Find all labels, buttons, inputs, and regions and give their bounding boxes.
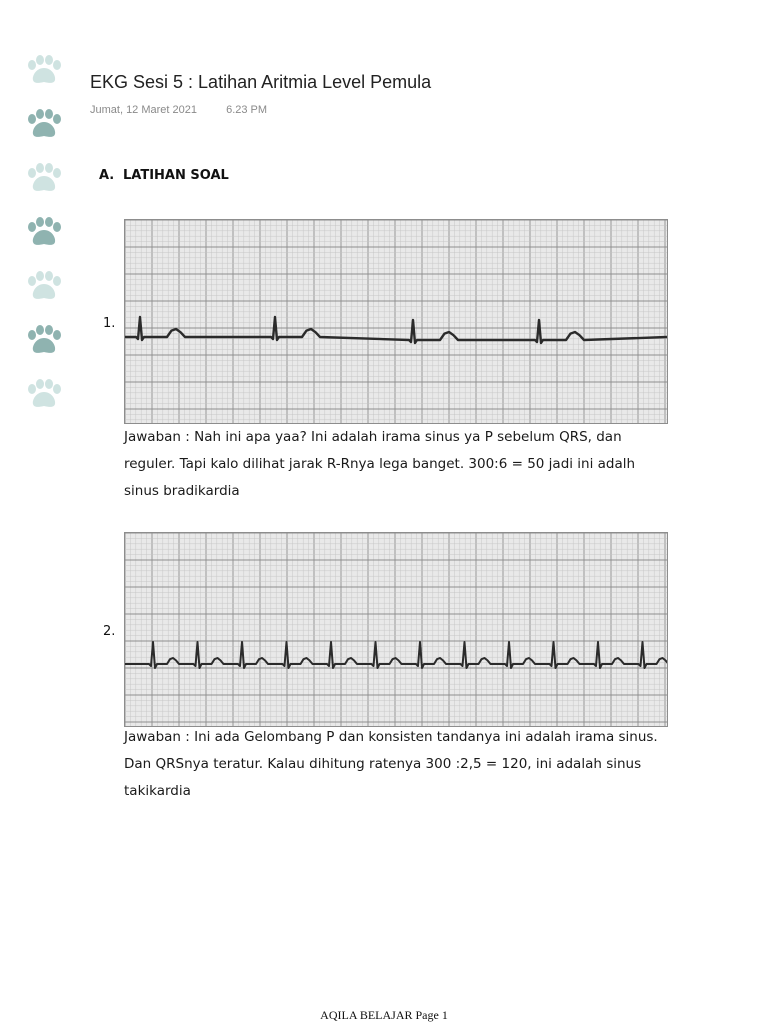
paw-print-icon [24, 108, 64, 142]
page-footer: AQILA BELAJAR Page 1 [320, 1008, 448, 1022]
page-time: 6.23 PM [226, 104, 268, 116]
ecg-strip-1-image [125, 220, 667, 423]
paw-print-icon [24, 270, 64, 304]
question-number-2: 2. [103, 624, 116, 639]
question-answer-1: Jawaban : Nah ini apa yaa? Ini adalah irama sinus ya P sebelum QRS, dan reguler. Tapi kalo dilihat jarak R-Rnya lega banget. 300:6 = 50 jadi ini adalh sinus bradikardia [124, 429, 636, 499]
page-title: EKG Sesi 5 : Latihan Aritmia Level Pemula [90, 72, 432, 92]
ecg-strip-1 [124, 219, 668, 424]
section-heading [99, 168, 229, 183]
ecg-strip-2-image [125, 533, 667, 726]
page-meta [90, 104, 267, 116]
paw-print-icon [24, 162, 64, 196]
paw-print-icon [24, 378, 64, 412]
page-date: Jumat, 12 Maret 2021 [90, 104, 198, 116]
paw-print-icon [24, 54, 64, 88]
question-number-1: 1. [103, 316, 116, 331]
ecg-strip-2 [124, 532, 668, 727]
paw-print-icon [24, 216, 64, 250]
paw-print-icon [24, 324, 64, 358]
section-title: LATIHAN SOAL [123, 168, 229, 183]
section-letter: A. [99, 168, 115, 183]
question-answer-2: Jawaban : Ini ada Gelombang P dan konsisten tandanya ini adalah irama sinus. Dan QRSnya teratur. Kalau dihitung ratenya 300 :2,5 = 120, ini adalah sinus takikardia [124, 729, 658, 799]
